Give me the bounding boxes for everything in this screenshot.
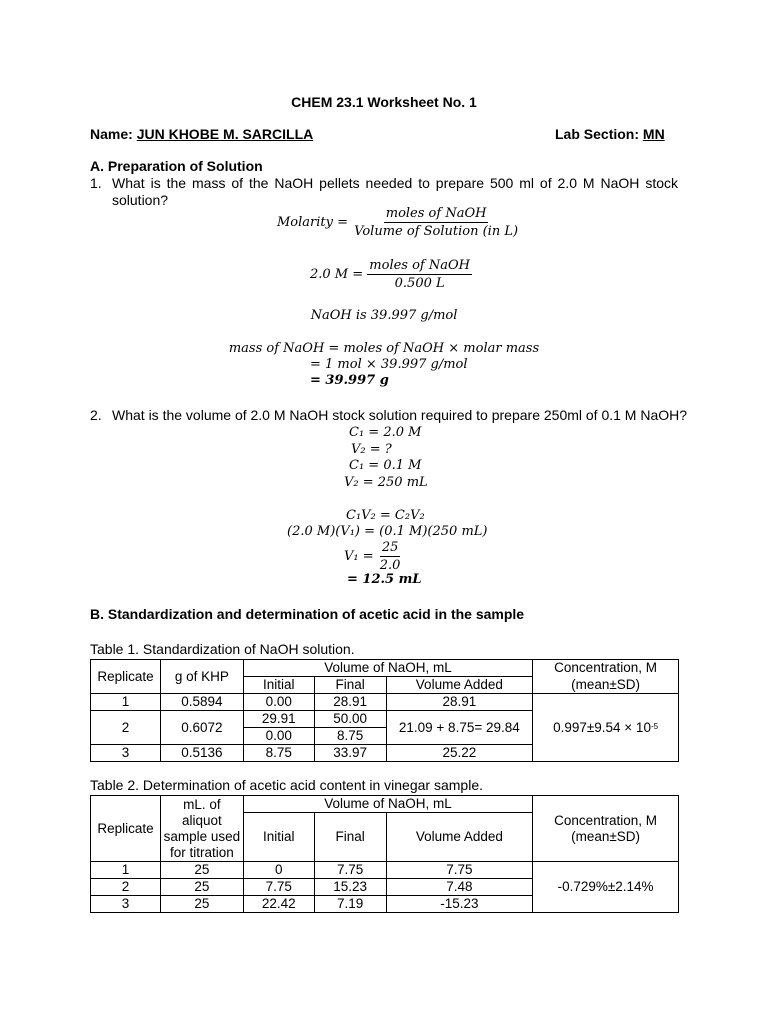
table2-header-replicate: Replicate bbox=[91, 796, 161, 862]
molarity-equation bbox=[277, 206, 520, 239]
table2-r2-ml: 25 bbox=[160, 879, 243, 896]
table1-r3-initial: 8.75 bbox=[243, 745, 314, 762]
v7-lhs: V₁ = bbox=[344, 549, 374, 564]
table1-header-row bbox=[91, 660, 679, 677]
volume-result-line: = 12.5 mL bbox=[347, 572, 422, 587]
lab-section-value: MN bbox=[642, 126, 665, 142]
table2-r2-replicate: 2 bbox=[91, 879, 161, 896]
given-c1: C₁ = 2.0 M bbox=[349, 425, 422, 440]
table2-r1-initial: 0 bbox=[243, 862, 314, 879]
table1-r2-final-b: 8.75 bbox=[314, 728, 386, 745]
table2-r2-added: 7.48 bbox=[386, 879, 533, 896]
table2-r2-initial: 7.75 bbox=[243, 879, 314, 896]
table2-header-ml-3: sample used bbox=[163, 828, 241, 844]
name-value: JUN KHOBE M. SARCILLA bbox=[136, 126, 314, 142]
table2-r3-ml: 25 bbox=[160, 896, 243, 913]
table1-header-added: Volume Added bbox=[386, 677, 533, 694]
table2-caption: Table 2. Determination of acetic acid content in vinegar sample. bbox=[90, 777, 483, 793]
eq1-lhs: Molarity = bbox=[277, 215, 349, 230]
table1-header-g-khp: g of KHP bbox=[160, 660, 243, 694]
table2-header-conc bbox=[533, 796, 679, 862]
table1-r2-added: 21.09 + 8.75= 29.84 bbox=[386, 711, 533, 745]
table-row bbox=[91, 862, 679, 879]
molarity-substitution bbox=[310, 258, 472, 291]
table1-header-initial: Initial bbox=[243, 677, 314, 694]
table2-r1-final: 7.75 bbox=[314, 862, 386, 879]
table2-r3-final: 7.19 bbox=[314, 896, 386, 913]
q1-number: 1. bbox=[90, 175, 102, 191]
table2-r1-replicate: 1 bbox=[91, 862, 161, 879]
table2-r3-replicate: 3 bbox=[91, 896, 161, 913]
table1-conc-value: 0.997±9.54 × 10 bbox=[553, 719, 651, 735]
table1-header-replicate: Replicate bbox=[91, 660, 161, 694]
table1-header-conc: Concentration, M bbox=[533, 660, 679, 677]
v7-denominator: 2.0 bbox=[379, 558, 401, 573]
eq1-denominator: Volume of Solution (in L) bbox=[354, 224, 519, 239]
table2-header-ml-1: mL. of bbox=[183, 796, 221, 812]
table2-header-ml-4: for titration bbox=[169, 844, 234, 860]
table1-r3-g: 0.5136 bbox=[160, 745, 243, 762]
page-title: CHEM 23.1 Worksheet No. 1 bbox=[291, 94, 477, 110]
q1-text: What is the mass of the NaOH pellets needed to prepare 500 ml of 2.0 M NaOH stock solution? bbox=[112, 175, 678, 208]
table1-r1-g: 0.5894 bbox=[160, 694, 243, 711]
table1-r2-initial-a: 29.91 bbox=[243, 711, 314, 728]
eq1-numerator: moles of NaOH bbox=[385, 206, 487, 221]
table1-conc-exponent: -5 bbox=[650, 721, 659, 731]
table2-header-initial: Initial bbox=[243, 813, 314, 862]
mass-substitution-line: = 1 mol × 39.997 g/mol bbox=[310, 357, 468, 372]
table1-concentration bbox=[533, 694, 679, 762]
table2-concentration: -0.729%±2.14% bbox=[533, 862, 679, 913]
eq2-fraction bbox=[367, 258, 472, 291]
table2-header-added: Volume Added bbox=[386, 813, 533, 862]
table2-header-mean: (mean±SD) bbox=[571, 828, 641, 844]
table1-r3-replicate: 3 bbox=[91, 745, 161, 762]
section-a-heading: A. Preparation of Solution bbox=[90, 158, 263, 174]
table2-r1-ml: 25 bbox=[160, 862, 243, 879]
lab-section-line bbox=[555, 126, 665, 142]
table2-r1-added: 7.75 bbox=[386, 862, 533, 879]
table1-caption: Table 1. Standardization of NaOH solution. bbox=[90, 641, 355, 657]
table2-header-row bbox=[91, 796, 679, 813]
table2-r2-final: 15.23 bbox=[314, 879, 386, 896]
eq1-fraction bbox=[352, 206, 520, 239]
table1-r1-added: 28.91 bbox=[386, 694, 533, 711]
table1-header-mean: (mean±SD) bbox=[533, 677, 679, 694]
eq2-denominator: 0.500 L bbox=[394, 276, 445, 291]
v7-numerator: 25 bbox=[381, 540, 399, 555]
mass-formula-line: mass of NaOH = moles of NaOH × molar mass bbox=[228, 341, 540, 356]
name-line bbox=[90, 126, 313, 142]
eq2-numerator: moles of NaOH bbox=[369, 258, 470, 273]
table1-header-final: Final bbox=[314, 677, 386, 694]
table1-r1-replicate: 1 bbox=[91, 694, 161, 711]
section-b-heading: B. Standardization and determination of acetic acid in the sample bbox=[90, 606, 525, 622]
v1-fraction-line bbox=[344, 540, 402, 573]
table2-header-volume: Volume of NaOH, mL bbox=[243, 796, 532, 813]
table1-r2-replicate: 2 bbox=[91, 711, 161, 745]
table2-acetic-acid bbox=[90, 795, 679, 913]
given-c2: C₁ = 0.1 M bbox=[349, 458, 422, 473]
table2-header-final: Final bbox=[314, 813, 386, 862]
given-v2-unknown: V₂ = ? bbox=[351, 442, 392, 457]
table1-header-volume: Volume of NaOH, mL bbox=[243, 660, 532, 677]
table1-r2-g: 0.6072 bbox=[160, 711, 243, 745]
table2-header-conc-label: Concentration, M bbox=[554, 812, 657, 828]
table1-r1-final: 28.91 bbox=[314, 694, 386, 711]
table1-standardization bbox=[90, 659, 679, 762]
given-v2: V₂ = 250 mL bbox=[344, 475, 428, 490]
name-label: Name: bbox=[90, 126, 137, 142]
table2-header-ml-2: aliquot bbox=[181, 812, 222, 828]
dilution-substitution: (2.0 M)(V₁) = (0.1 M)(250 mL) bbox=[287, 524, 488, 539]
table1-r1-initial: 0.00 bbox=[243, 694, 314, 711]
molar-mass-line: NaOH is 39.997 g/mol bbox=[310, 308, 458, 323]
table2-r3-initial: 22.42 bbox=[243, 896, 314, 913]
table1-r2-final-a: 50.00 bbox=[314, 711, 386, 728]
table2-header-ml bbox=[160, 796, 243, 862]
table1-r3-final: 33.97 bbox=[314, 745, 386, 762]
q2-number: 2. bbox=[90, 407, 102, 423]
table1-r3-added: 25.22 bbox=[386, 745, 533, 762]
v7-fraction bbox=[378, 540, 403, 573]
table2-r3-added: -15.23 bbox=[386, 896, 533, 913]
dilution-formula: C₁V₂ = C₂V₂ bbox=[346, 508, 425, 523]
mass-result-line: = 39.997 g bbox=[310, 373, 389, 388]
table-row bbox=[91, 694, 679, 711]
eq2-lhs: 2.0 M = bbox=[310, 267, 364, 282]
lab-section-label: Lab Section: bbox=[555, 126, 643, 142]
q2-text: What is the volume of 2.0 M NaOH stock solution required to prepare 250ml of 0.1 M NaOH? bbox=[112, 407, 688, 423]
table1-r2-initial-b: 0.00 bbox=[243, 728, 314, 745]
